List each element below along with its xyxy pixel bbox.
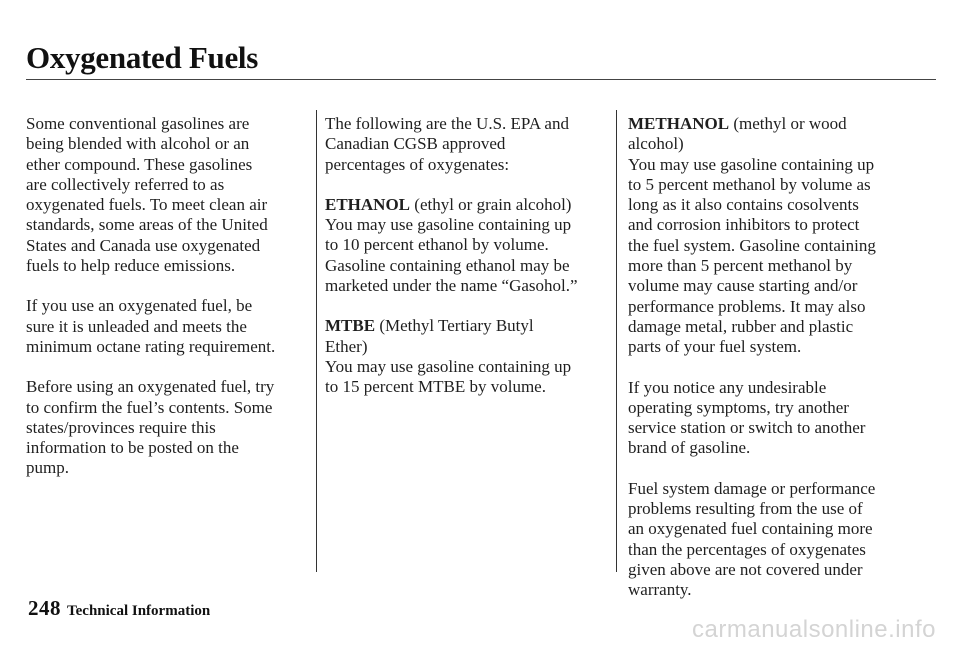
- text-line: Before using an oxygenated fuel, try: [26, 377, 275, 397]
- title-rule: [26, 79, 936, 80]
- text-line: marketed under the name “Gasohol.”: [325, 276, 578, 296]
- column-divider: [316, 110, 317, 572]
- column-1: [26, 114, 318, 499]
- text-line: [325, 316, 610, 336]
- page-number: 248: [28, 596, 61, 620]
- text-line: more than 5 percent methanol by: [628, 256, 853, 276]
- text-line: You may use gasoline containing up: [628, 154, 875, 174]
- text-line: pump.: [26, 458, 69, 478]
- text-line: parts of your fuel system.: [628, 337, 802, 357]
- paragraph-methanol: [628, 114, 918, 358]
- text-line: fuels to help reduce emissions.: [26, 256, 236, 276]
- text-line: standards, some areas of the United: [26, 215, 268, 235]
- term-description: (ethyl or grain alcohol): [410, 194, 572, 214]
- text-line: alcohol): [628, 134, 684, 154]
- column-2: [325, 114, 610, 418]
- term-mtbe: MTBE: [325, 316, 376, 336]
- text-line: [628, 114, 918, 134]
- text-line: Some conventional gasolines are: [26, 114, 250, 133]
- text-line: percentages of oxygenates:: [325, 154, 510, 174]
- text-line: the fuel system. Gasoline containing: [628, 235, 876, 255]
- term-ethanol: ETHANOL: [325, 194, 411, 214]
- page-footer: [28, 596, 210, 621]
- text-line: Canadian CGSB approved: [325, 134, 506, 154]
- text-line: If you use an oxygenated fuel, be: [26, 296, 253, 316]
- text-line: States and Canada use oxygenated: [26, 235, 261, 255]
- text-line: minimum octane rating requirement.: [26, 336, 276, 356]
- paragraph-undesirable-symptoms: [628, 378, 918, 459]
- watermark: carmanualsonline.info: [692, 616, 936, 643]
- page-title: Oxygenated Fuels: [26, 40, 258, 75]
- text-line: service station or switch to another: [628, 418, 866, 438]
- text-line: and corrosion inhibitors to protect: [628, 215, 860, 235]
- paragraph-oxygenated-intro: [26, 114, 318, 276]
- text-line: warranty.: [628, 580, 692, 600]
- text-line: You may use gasoline containing up: [325, 215, 572, 235]
- text-line: [325, 195, 610, 215]
- paragraph-mtbe: [325, 316, 610, 397]
- text-line: states/provinces require this: [26, 417, 216, 437]
- text-line: operating symptoms, try another: [628, 397, 849, 417]
- section-name: Technical Information: [67, 603, 211, 619]
- text-line: to confirm the fuel’s contents. Some: [26, 397, 273, 417]
- text-line: to 15 percent MTBE by volume.: [325, 377, 546, 397]
- text-line: volume may cause starting and/or: [628, 276, 858, 296]
- text-line: You may use gasoline containing up: [325, 356, 572, 376]
- text-line: oxygenated fuels. To meet clean air: [26, 195, 268, 215]
- text-line: problems resulting from the use of: [628, 499, 863, 519]
- text-line: ether compound. These gasolines: [26, 154, 253, 174]
- paragraph-unleaded-requirement: [26, 296, 318, 357]
- text-line: The following are the U.S. EPA and: [325, 114, 569, 133]
- text-line: brand of gasoline.: [628, 438, 751, 458]
- text-line: sure it is unleaded and meets the: [26, 316, 247, 336]
- term-description: (Methyl Tertiary Butyl: [375, 316, 534, 336]
- text-line: Ether): [325, 336, 368, 356]
- text-line: Gasoline containing ethanol may be: [325, 255, 570, 275]
- term-description: (methyl or wood: [729, 114, 847, 133]
- term-methanol: METHANOL: [628, 114, 730, 133]
- text-line: are collectively referred to as: [26, 174, 225, 194]
- text-line: If you notice any undesirable: [628, 377, 827, 397]
- paragraph-approved-percentages: [325, 114, 610, 175]
- paragraph-confirm-contents: [26, 377, 318, 478]
- text-line: information to be posted on the: [26, 438, 239, 458]
- column-3: [628, 114, 918, 621]
- text-line: Fuel system damage or performance: [628, 478, 876, 498]
- text-line: being blended with alcohol or an: [26, 134, 250, 154]
- paragraph-warranty: [628, 479, 918, 601]
- paragraph-ethanol: [325, 195, 610, 296]
- text-line: damage metal, rubber and plastic: [628, 316, 854, 336]
- text-line: performance problems. It may also: [628, 296, 866, 316]
- text-line: than the percentages of oxygenates: [628, 539, 866, 559]
- column-divider: [616, 110, 617, 572]
- text-line: to 5 percent methanol by volume as: [628, 174, 871, 194]
- text-line: long as it also contains cosolvents: [628, 195, 859, 215]
- text-line: to 10 percent ethanol by volume.: [325, 235, 549, 255]
- text-line: an oxygenated fuel containing more: [628, 519, 873, 539]
- text-line: given above are not covered under: [628, 559, 863, 579]
